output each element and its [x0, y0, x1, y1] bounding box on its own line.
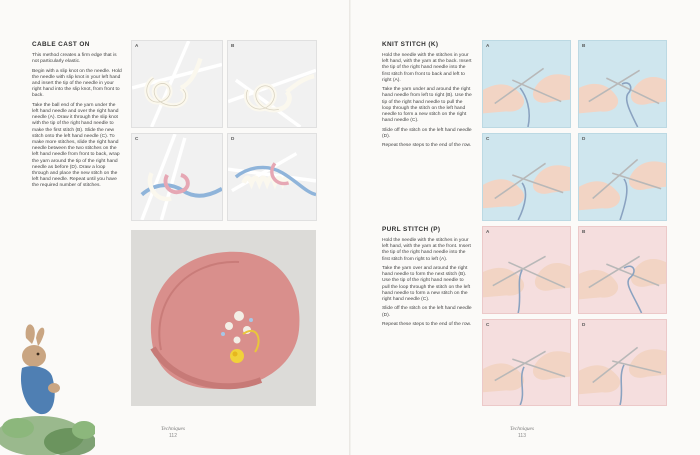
paragraph: Hold the needle with the stitches in your left hand, with the yarn at the front. Insert the tip of the right hand needle into the first stitch from right to left (A).: [382, 238, 471, 262]
cast-on-step-c-illustration: [131, 133, 223, 221]
purl-step-a-illustration: [482, 226, 571, 314]
knit-step-c-illustration: [482, 133, 571, 221]
paragraph: Hold the needle with the stitches in your left hand, with the yarn at the back. Insert the tip of the right hand needle into the first stitch from front to back and left to right (A).: [382, 53, 472, 83]
folio-right: Techniques: [509, 426, 535, 432]
paragraph: Repeat these steps to the end of the row.: [382, 143, 472, 149]
folio-left: Techniques: [160, 426, 186, 432]
paragraph: Repeat these steps to the end of the row.: [382, 322, 472, 327]
page-number-left: 112: [169, 433, 177, 439]
cable-cast-on-text: [32, 53, 122, 193]
cast-on-step-a-illustration: [131, 40, 223, 128]
hands-knitting-icon: [483, 227, 570, 313]
knit-stitch-heading: KNIT STITCH (K): [382, 41, 439, 48]
needle-and-yarn-icon: [132, 134, 222, 220]
step-label: A: [486, 43, 490, 48]
cast-on-step-d-illustration: [227, 133, 317, 221]
purl-stitch-text: [382, 238, 472, 331]
hands-knitting-icon: [579, 41, 666, 127]
step-label: B: [582, 43, 586, 48]
purl-step-c-illustration: [482, 319, 571, 406]
rabbit-icon: [0, 318, 95, 455]
page-number-right: 113: [518, 433, 526, 439]
cable-cast-on-heading: CABLE CAST ON: [32, 41, 90, 48]
hands-knitting-icon: [579, 227, 666, 313]
rabbit-illustration: [0, 318, 95, 455]
paragraph: Slide off the stitch on the left hand needle (D).: [382, 127, 472, 139]
paragraph: Take the yarn under and around the right hand needle from left to right (B). Use the tip of the right hand needle to pull the loop through the stitch on the left hand needle to form a new stitch on the right hand needle (C).: [382, 87, 472, 124]
hands-knitting-icon: [579, 320, 666, 405]
knit-step-b-illustration: [578, 40, 667, 128]
knit-stitch-text: [382, 53, 472, 153]
paragraph: This method creates a firm edge that is not particularly elastic.: [32, 53, 117, 65]
knitted-hat-photo: [131, 230, 316, 406]
paragraph: Begin with a slip knot on the needle. Hold the needle with slip knot in your left hand and insert the tip of the needle in your right hand into the slip knot, from front to back.: [32, 68, 122, 99]
step-label: D: [231, 136, 235, 141]
hands-knitting-icon: [483, 320, 570, 405]
page-gutter: [349, 0, 351, 455]
hands-knitting-icon: [483, 41, 570, 127]
purl-stitch-heading: PURL STITCH (P): [382, 226, 441, 233]
needle-and-yarn-icon: [228, 41, 316, 127]
step-label: B: [231, 43, 235, 48]
pink-bonnet-icon: [131, 230, 316, 406]
needle-and-yarn-icon: [132, 41, 222, 127]
step-label: B: [582, 229, 586, 234]
purl-step-d-illustration: [578, 319, 667, 406]
step-label: C: [486, 322, 490, 327]
step-label: D: [582, 322, 586, 327]
purl-step-b-illustration: [578, 226, 667, 314]
step-label: A: [135, 43, 139, 48]
paragraph: Slide off the stitch on the left hand needle (D).: [382, 306, 472, 318]
knit-step-a-illustration: [482, 40, 571, 128]
step-label: C: [486, 136, 490, 141]
hands-knitting-icon: [483, 134, 570, 220]
step-label: C: [135, 136, 139, 141]
step-label: D: [582, 136, 586, 141]
hands-knitting-icon: [579, 134, 666, 220]
cast-on-step-b-illustration: [227, 40, 317, 128]
step-label: A: [486, 229, 490, 234]
needle-and-yarn-icon: [228, 134, 316, 220]
paragraph: Take the ball end of the yarn under the left hand needle and over the right hand needle (A). Draw it through the slip knot with the tip of the right hand needle to make the first stitch (B). Slide the new stitch onto the left hand needle (C). To make more stitches, slide the right hand needle between the two stitches on the left hand needle from front to back, wrap the yarn around the tip of the right hand needle as before (D). Draw a loop through and place the new stitch on the left hand needle. Repeat until you have the required number of stitches.: [32, 102, 120, 189]
knit-step-d-illustration: [578, 133, 667, 221]
paragraph: Take the yarn over and around the right hand needle to form the next stitch (B). Use the tip of the right hand needle to pull the loop through the stitch on the left hand needle to form a new stitch on the right hand needle (C).: [382, 266, 471, 303]
